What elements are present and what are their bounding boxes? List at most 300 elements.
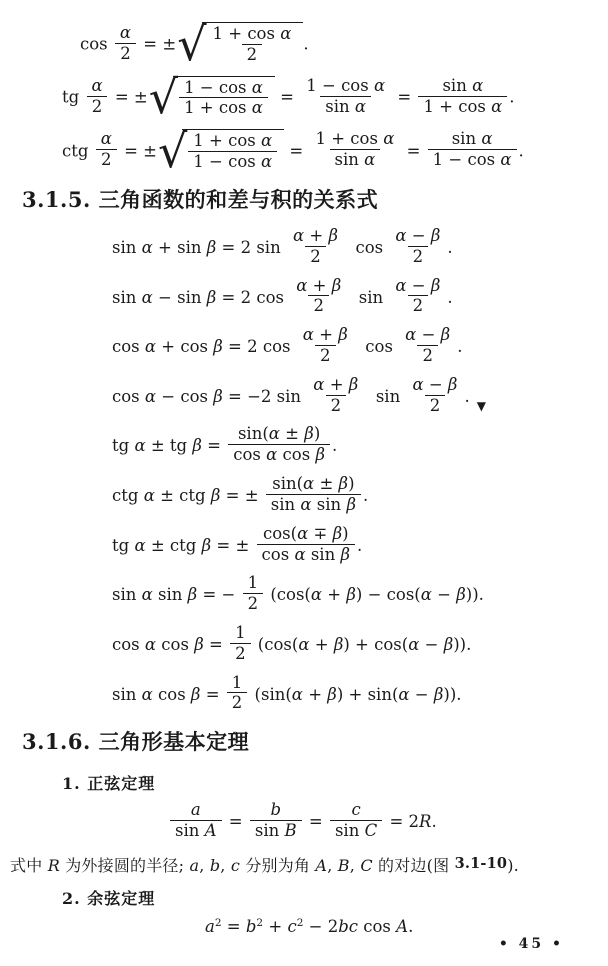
math-text: = (203, 634, 229, 654)
math-variable: α (251, 98, 263, 118)
math-text: + (313, 325, 339, 345)
math-variable: β (206, 287, 217, 307)
denominator (243, 593, 264, 613)
numerator (298, 326, 353, 345)
denominator (87, 96, 108, 116)
fraction (301, 77, 390, 116)
math-text: = ± (211, 535, 255, 555)
numerator (447, 130, 498, 149)
math-variable: β (192, 436, 202, 456)
math-text: (cos( (265, 585, 311, 605)
fraction (179, 79, 268, 118)
numerator (233, 425, 325, 444)
math-text: tg (112, 535, 135, 555)
math-variable: c (287, 916, 297, 936)
math-text: sin (270, 494, 301, 514)
math-variable: α (143, 485, 155, 505)
math-variable: α (395, 225, 407, 245)
math-variable: a (205, 916, 215, 936)
math-variable: a (190, 800, 201, 820)
math-text: = ± (118, 141, 157, 161)
math-variable: A (315, 855, 328, 875)
formula-sin-minus-sin (112, 275, 608, 318)
math-text: sin (175, 821, 205, 840)
math-text: ± (279, 424, 305, 444)
math-text: − cos (156, 386, 214, 406)
math-variable: α (141, 237, 153, 257)
page-number: • 45 • (498, 936, 564, 952)
math-variable: C (364, 821, 378, 840)
fraction (86, 77, 107, 116)
numerator (407, 376, 462, 395)
formula-tg-plusminus-tg (112, 424, 608, 466)
math-text: 2 (429, 395, 441, 415)
math-text: . (331, 436, 338, 456)
math-variable: α (296, 275, 308, 295)
fraction (407, 376, 462, 415)
math-text: 1 − cos (193, 151, 261, 171)
math-text: = ± (138, 34, 177, 54)
math-text: . (362, 485, 369, 505)
math-variable: α (291, 684, 303, 704)
math-text: (sin( (249, 684, 292, 704)
numerator (258, 525, 354, 544)
math-text: sin (311, 494, 347, 514)
math-text: sin (112, 237, 142, 257)
math-variable: α (398, 684, 410, 704)
math-text: 1 (231, 672, 243, 692)
math-text: 2 (120, 43, 131, 63)
fraction (390, 227, 445, 266)
formula-cos-times-cos (112, 622, 608, 665)
math-variable: A (204, 821, 217, 840)
math-variable: α (481, 129, 493, 149)
math-text: tg (62, 87, 85, 107)
math-variable: α (251, 77, 263, 97)
math-text: + (304, 225, 329, 245)
denominator (115, 43, 136, 63)
numerator (115, 24, 136, 43)
math-text: sin (112, 684, 142, 704)
math-variable: β (346, 494, 356, 514)
math-text: ) + sin( (336, 684, 399, 704)
math-text: sin (325, 96, 355, 116)
formula-sin-plus-sin (112, 225, 608, 268)
math-text: sin (334, 821, 365, 840)
numerator (288, 227, 343, 246)
math-text: = − (197, 585, 241, 605)
numerator (267, 475, 359, 494)
denominator (96, 149, 117, 169)
math-text: , (327, 855, 338, 875)
math-text: . (408, 916, 414, 936)
numerator (230, 624, 251, 643)
math-variable: β (304, 424, 314, 444)
formula-cos-minus-cos (112, 374, 608, 417)
math-text: . (303, 34, 309, 54)
math-text: (cos( (252, 634, 299, 654)
math-text: 2 (247, 594, 259, 614)
fraction (115, 24, 136, 63)
math-variable: b (245, 916, 257, 936)
math-variable: β (201, 535, 212, 555)
math-text: = (221, 916, 246, 936)
denominator (308, 295, 329, 315)
square-root (157, 123, 284, 178)
math-variable: c (230, 855, 241, 875)
fraction (250, 801, 302, 840)
math-variable: β (346, 585, 356, 605)
math-text: 的对边(图 (372, 855, 455, 875)
numerator (310, 130, 399, 149)
math-text: 1 + cos (423, 96, 492, 116)
math-variable: α (383, 129, 395, 149)
math-text: = −2 sin (222, 386, 307, 406)
math-variable: α (297, 523, 309, 543)
math-text: sin (152, 585, 188, 605)
math-variable: α (134, 436, 146, 456)
math-variable: α (266, 445, 278, 465)
math-text: ± ctg (154, 485, 211, 505)
math-variable: α (100, 129, 112, 149)
denominator (228, 444, 330, 464)
math-text: = ± (109, 87, 148, 107)
math-text: + (307, 275, 332, 295)
math-variable: α (141, 287, 153, 307)
math-text: sin (112, 287, 142, 307)
math-text: = 2 cos (216, 287, 290, 307)
formula-law-of-cosines (205, 918, 608, 938)
math-variable: β (213, 386, 223, 406)
math-variable: α (373, 76, 386, 96)
math-text: . (357, 535, 363, 555)
math-variable: β (206, 237, 217, 257)
math-text: . (457, 337, 463, 356)
superscript: 2 (296, 916, 304, 929)
math-variable: α (294, 544, 306, 564)
numerator (265, 801, 286, 820)
numerator (179, 79, 268, 98)
math-variable: B (284, 821, 297, 840)
math-text: − (409, 684, 434, 704)
math-text: + (302, 684, 328, 704)
formula-ctg-half-angle (62, 123, 608, 178)
numerator (301, 77, 390, 96)
math-text: = (401, 141, 426, 161)
math-variable: α (141, 585, 153, 605)
math-text: cos (261, 544, 295, 564)
numerator (208, 25, 297, 44)
fraction (428, 130, 517, 169)
math-text: , (199, 855, 210, 875)
math-text: = (284, 141, 309, 161)
math-variable: β (440, 325, 451, 345)
numerator (96, 130, 117, 149)
fraction (170, 801, 222, 840)
numerator (188, 132, 277, 151)
square-root (177, 17, 303, 71)
math-text: + (309, 634, 334, 654)
fraction (228, 425, 330, 464)
math-text: 1 (247, 573, 259, 593)
math-variable: α (261, 130, 273, 150)
math-variable: a (189, 855, 200, 875)
math-variable: α (364, 150, 376, 170)
math-text: = (392, 87, 417, 107)
math-variable: β (348, 374, 359, 394)
denominator (425, 395, 446, 415)
math-text: + (263, 916, 288, 936)
math-text: + (324, 374, 349, 394)
numerator (186, 801, 206, 820)
math-variable: A (396, 916, 409, 936)
superscript: 2 (214, 916, 222, 929)
math-variable: β (315, 445, 325, 465)
denominator (326, 395, 347, 415)
math-text: cos (112, 337, 145, 356)
math-text: − (431, 585, 457, 605)
denominator (305, 246, 326, 266)
math-text: − (406, 275, 431, 295)
math-text: 2 (101, 150, 112, 170)
math-variable: α (408, 634, 420, 654)
heading-cosine-rule: 2. 余弦定理 (62, 888, 156, 908)
math-variable: β (456, 585, 466, 605)
numerator (308, 376, 363, 395)
math-text: ± (314, 474, 339, 494)
math-text: sin (334, 150, 365, 170)
denominator (179, 97, 268, 117)
denominator (188, 151, 277, 171)
figure-reference: 3.1-10 (454, 854, 508, 872)
math-text: cos (80, 34, 113, 54)
denominator (257, 544, 355, 564)
math-variable: R (47, 855, 60, 875)
math-text: = (274, 87, 300, 107)
math-variable: β (213, 337, 223, 356)
math-text: ) − cos( (355, 585, 421, 605)
numerator (243, 574, 264, 593)
math-text: = ± (220, 485, 264, 505)
fraction (188, 132, 277, 171)
numerator (390, 227, 445, 246)
half-angle-section (0, 17, 608, 178)
fraction (418, 77, 507, 116)
math-variable: α (472, 76, 484, 96)
print-artifact-arrow-icon: ▼ (476, 398, 486, 413)
math-text: 2 (422, 346, 433, 365)
square-root (148, 70, 275, 125)
math-variable: α (420, 585, 432, 605)
math-text: sin (365, 386, 406, 406)
radical-sign-icon: √ (148, 70, 179, 125)
denominator (408, 246, 429, 266)
denominator (418, 96, 507, 116)
math-text: 2 (231, 693, 243, 713)
math-variable: α (144, 386, 157, 406)
denominator (230, 643, 251, 663)
math-text: ∓ (308, 523, 333, 543)
math-variable: α (280, 24, 292, 44)
math-text: sin( (237, 424, 269, 444)
math-variable: α (313, 374, 325, 394)
fraction (330, 801, 382, 840)
fraction (308, 376, 363, 415)
math-text: cos (112, 634, 145, 654)
math-text: = (303, 812, 328, 831)
math-text: sin (254, 821, 285, 840)
math-text: sin (451, 129, 482, 149)
math-text: 2 (313, 296, 324, 316)
math-text: . (431, 812, 437, 831)
math-text: . (518, 141, 524, 161)
fraction (266, 475, 361, 514)
math-variable: β (338, 325, 348, 345)
denominator (417, 345, 438, 365)
math-text: 1 + cos (212, 24, 281, 44)
math-variable: α (268, 424, 280, 444)
math-text: 2 (412, 296, 424, 316)
math-variable: α (303, 474, 315, 494)
math-text: 2 (320, 346, 331, 365)
formula-law-of-sines (168, 800, 608, 842)
radicand (182, 129, 284, 171)
math-text: sin (305, 544, 341, 564)
math-text: 分别为角 (240, 855, 316, 875)
math-text: )). (453, 634, 472, 654)
math-text: cos (358, 916, 397, 936)
math-text: ± ctg (145, 535, 202, 555)
math-text: ) (348, 474, 355, 494)
math-text: − (416, 325, 441, 345)
math-text: 1 − cos (432, 150, 501, 170)
math-variable: β (327, 684, 337, 704)
math-variable: β (340, 544, 351, 564)
math-text: = 2 cos (222, 337, 296, 356)
math-text: 式中 (10, 855, 48, 875)
formula-sin-times-cos (112, 672, 608, 715)
math-variable: bc (338, 916, 359, 936)
fraction (298, 326, 353, 365)
math-variable: β (331, 275, 342, 295)
math-text: − sin (152, 287, 207, 307)
fraction (230, 624, 251, 663)
math-variable: α (119, 22, 132, 42)
radicand (173, 76, 275, 118)
denominator (330, 149, 381, 169)
math-text: . (464, 386, 470, 406)
math-text: − (423, 374, 448, 394)
math-text: , (349, 855, 361, 875)
math-text: sin( (272, 474, 304, 494)
fraction (96, 130, 117, 169)
formula-tg-plusminus-ctg (112, 523, 608, 566)
math-text: . (447, 237, 453, 257)
math-variable: b (270, 800, 282, 820)
math-text: + (322, 585, 347, 605)
numerator (346, 801, 365, 820)
math-variable: α (395, 275, 407, 295)
math-variable: b (209, 855, 221, 875)
math-variable: α (144, 337, 157, 356)
heading-section-3-1-5: 3.1.5. 三角函数的和差与积的关系式 (22, 186, 379, 212)
math-text: ). (507, 855, 519, 875)
math-variable: α (300, 494, 312, 514)
fraction (400, 326, 455, 365)
math-text: cos (344, 237, 389, 257)
math-text: = (223, 812, 248, 831)
math-text: 1 + cos (193, 130, 261, 150)
math-text: . (509, 87, 515, 107)
math-text: cos (233, 445, 267, 465)
math-text: sin (442, 76, 473, 96)
math-text: . (447, 287, 453, 307)
math-text: 2 (91, 96, 103, 116)
math-text: 2 (330, 395, 342, 415)
math-text: + cos (156, 337, 214, 356)
math-text: 1 − cos (306, 76, 374, 96)
fraction (208, 25, 297, 64)
math-variable: β (328, 225, 338, 245)
math-variable: α (405, 325, 417, 345)
denominator (408, 295, 429, 315)
denominator (227, 692, 248, 712)
math-variable: β (187, 585, 198, 605)
math-variable: α (491, 96, 503, 116)
math-text: cos (152, 684, 191, 704)
math-variable: β (443, 634, 454, 654)
radical-sign-icon: √ (157, 123, 188, 178)
math-variable: β (332, 523, 343, 543)
math-text: 1 + cos (315, 129, 384, 149)
numerator (291, 277, 346, 296)
denominator (428, 149, 517, 169)
formula-sin-times-sin (112, 573, 608, 615)
fraction (390, 277, 445, 316)
numerator (227, 674, 248, 693)
math-text: + sin (152, 237, 207, 257)
denominator (266, 494, 361, 514)
math-variable: α (412, 374, 424, 394)
denominator (315, 345, 336, 365)
math-text: = 2 sin (216, 237, 286, 257)
math-variable: β (210, 485, 221, 505)
math-text: 2 (310, 246, 321, 266)
math-text: ctg (62, 141, 94, 161)
heading-section-3-1-6: 3.1.6. 三角形基本定理 (22, 729, 250, 755)
fraction (291, 277, 346, 316)
math-variable: α (144, 634, 157, 654)
math-variable: R (419, 812, 432, 831)
math-text: ) (313, 424, 321, 444)
math-text: tg (112, 436, 135, 456)
formula-cos-half-angle (80, 17, 608, 71)
numerator (437, 77, 488, 96)
radical-sign-icon: √ (177, 17, 207, 71)
denominator (330, 820, 382, 840)
math-text: ) (342, 523, 349, 543)
math-variable: β (447, 374, 458, 394)
math-variable: α (292, 225, 305, 245)
fraction (243, 574, 264, 613)
math-variable: α (134, 535, 146, 555)
math-text: ± tg (145, 436, 193, 456)
math-variable: α (261, 151, 273, 171)
math-variable: β (194, 634, 204, 654)
math-text: 2 (246, 45, 258, 65)
math-text: = (201, 436, 227, 456)
math-variable: B (337, 855, 350, 875)
